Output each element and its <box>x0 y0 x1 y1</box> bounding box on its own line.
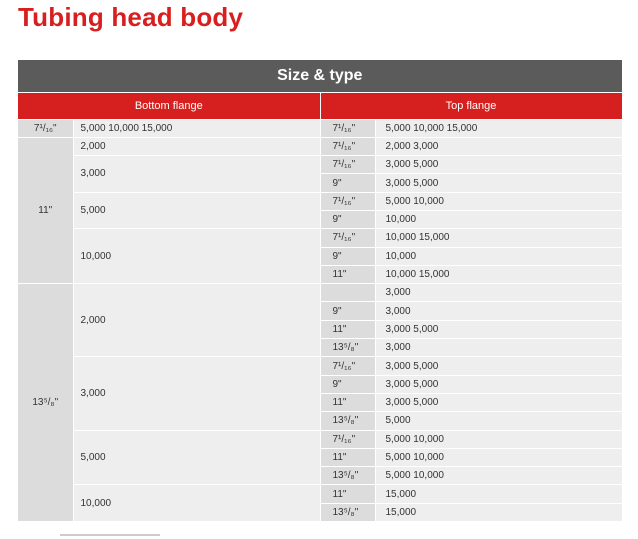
bottom-flange-pressure: 3,000 <box>73 156 320 193</box>
top-flange-size: 13⁵/₈" <box>320 339 375 357</box>
bottom-flange-pressure: 3,000 <box>73 357 320 430</box>
table-row <box>18 137 622 155</box>
bottom-flange-pressure: 2,000 <box>73 284 320 357</box>
top-flange-size: 11" <box>320 265 375 283</box>
top-flange-pressure: 5,000 10,000 <box>375 430 622 448</box>
top-flange-pressure: 5,000 10,000 <box>375 467 622 485</box>
table-row <box>18 192 622 210</box>
size-type-header: Size & type <box>18 60 622 92</box>
top-flange-pressure: 5,000 10,000 <box>375 192 622 210</box>
top-flange-size: 7¹/₁₆" <box>320 119 375 137</box>
top-flange-size: 7¹/₁₆" <box>320 192 375 210</box>
top-flange-pressure: 3,000 <box>375 339 622 357</box>
bottom-flange-size: 13⁵/₈" <box>18 284 73 522</box>
bottom-flange-size: 7¹/₁₆" <box>18 119 73 137</box>
top-flange-size: 11" <box>320 448 375 466</box>
top-flange-pressure: 3,000 5,000 <box>375 174 622 192</box>
top-flange-size: 9" <box>320 247 375 265</box>
top-flange-size: 9" <box>320 302 375 320</box>
top-flange-size: 7¹/₁₆" <box>320 430 375 448</box>
top-flange-size: 11" <box>320 485 375 503</box>
table-row <box>18 156 622 174</box>
table-row <box>18 119 622 137</box>
top-flange-size: 11" <box>320 393 375 411</box>
top-flange-size <box>320 284 375 302</box>
top-flange-size: 11" <box>320 320 375 338</box>
page-title: Tubing head body <box>18 2 244 32</box>
top-flange-size: 7¹/₁₆" <box>320 229 375 247</box>
bottom-flange-pressure: 5,000 <box>73 192 320 229</box>
top-flange-size: 13⁵/₈" <box>320 412 375 430</box>
table-body <box>18 119 622 522</box>
top-flange-size: 13⁵/₈" <box>320 467 375 485</box>
top-flange-pressure: 3,000 5,000 <box>375 375 622 393</box>
top-flange-pressure: 15,000 <box>375 485 622 503</box>
top-flange-pressure: 3,000 <box>375 284 622 302</box>
bottom-flange-pressure: 10,000 <box>73 229 320 284</box>
top-flange-pressure: 10,000 <box>375 210 622 228</box>
table-row <box>18 357 622 375</box>
top-flange-size: 7¹/₁₆" <box>320 357 375 375</box>
top-flange-pressure: 3,000 <box>375 302 622 320</box>
top-flange-pressure: 3,000 5,000 <box>375 320 622 338</box>
top-flange-pressure: 3,000 5,000 <box>375 156 622 174</box>
bottom-flange-size: 11" <box>18 137 73 283</box>
top-flange-pressure: 15,000 <box>375 503 622 521</box>
top-flange-pressure: 10,000 15,000 <box>375 229 622 247</box>
table-row <box>18 229 622 247</box>
table-row <box>18 485 622 503</box>
top-flange-header: Top flange <box>320 92 622 119</box>
bottom-flange-pressure: 10,000 <box>73 485 320 522</box>
top-flange-size: 9" <box>320 375 375 393</box>
top-flange-pressure: 5,000 10,000 <box>375 448 622 466</box>
top-flange-pressure: 5,000 <box>375 412 622 430</box>
top-flange-pressure: 5,000 10,000 15,000 <box>375 119 622 137</box>
bottom-flange-pressure: 5,000 10,000 15,000 <box>73 119 320 137</box>
divider <box>60 534 160 536</box>
top-flange-pressure: 2,000 3,000 <box>375 137 622 155</box>
top-flange-pressure: 3,000 5,000 <box>375 357 622 375</box>
table-row <box>18 284 622 302</box>
bottom-flange-pressure: 5,000 <box>73 430 320 485</box>
top-flange-size: 9" <box>320 210 375 228</box>
table-row <box>18 430 622 448</box>
tubing-head-table <box>18 60 623 522</box>
top-flange-size: 13⁵/₈" <box>320 503 375 521</box>
top-flange-size: 9" <box>320 174 375 192</box>
top-flange-size: 7¹/₁₆" <box>320 156 375 174</box>
top-flange-pressure: 3,000 5,000 <box>375 393 622 411</box>
top-flange-pressure: 10,000 15,000 <box>375 265 622 283</box>
top-flange-size: 7¹/₁₆" <box>320 137 375 155</box>
top-flange-pressure: 10,000 <box>375 247 622 265</box>
bottom-flange-pressure: 2,000 <box>73 137 320 155</box>
bottom-flange-header: Bottom flange <box>18 92 320 119</box>
